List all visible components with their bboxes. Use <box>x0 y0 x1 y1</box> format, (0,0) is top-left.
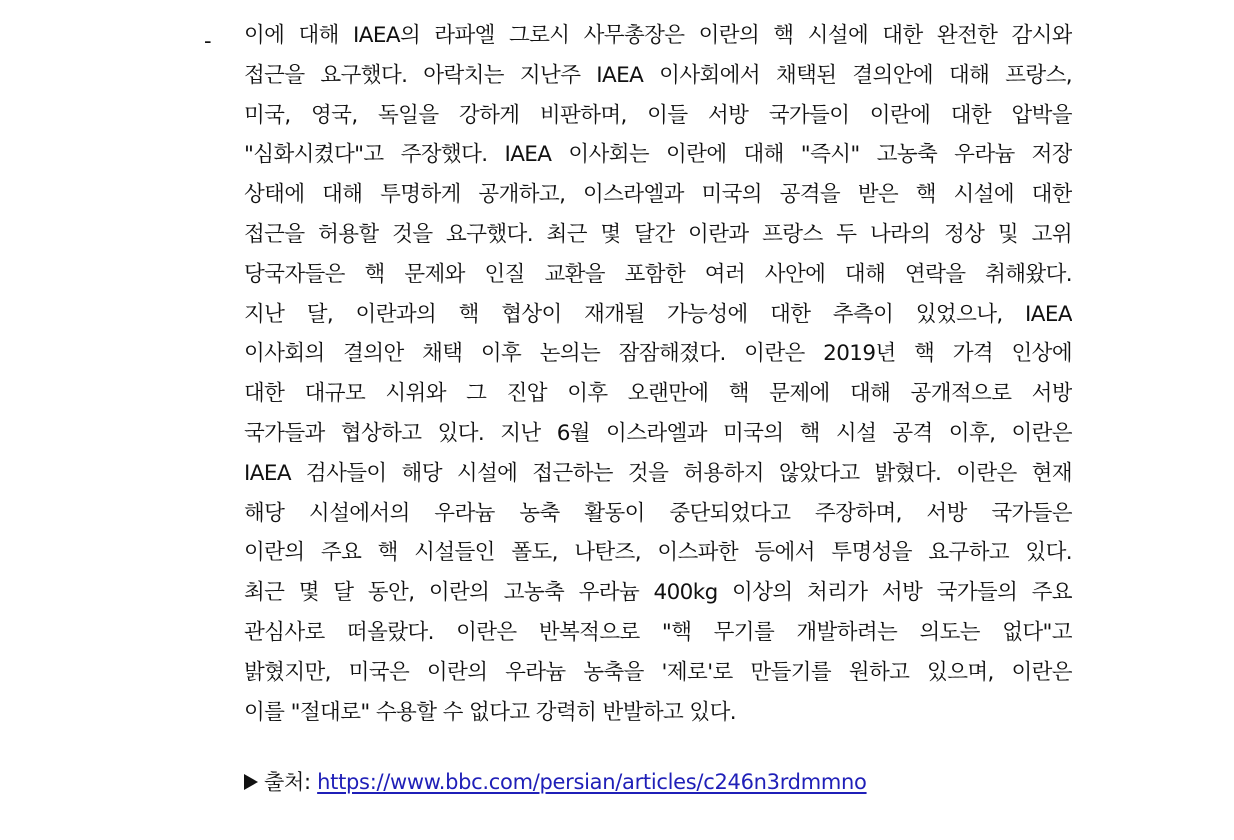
paragraph-line: IAEA 검사들이 해당 시설에 접근하는 것을 허용하지 않았다고 밝혔다. 이란은 현재 <box>244 460 1072 486</box>
source-line <box>244 762 867 802</box>
paragraph-line: 접근을 허용할 것을 요구했다. 최근 몇 달간 이란과 프랑스 두 나라의 정상 및 고위 <box>244 221 1072 247</box>
play-triangle-icon <box>244 774 258 790</box>
paragraph-line: 접근을 요구했다. 아락치는 지난주 IAEA 이사회에서 채택된 결의안에 대해 프랑스, <box>244 62 1072 88</box>
paragraph-line: 당국자들은 핵 문제와 인질 교환을 포함한 여러 사안에 대해 연락을 취해왔다. <box>244 261 1072 287</box>
source-label: 출처: <box>264 770 311 794</box>
source-link[interactable]: https://www.bbc.com/persian/articles/c246n3rdmmno <box>317 770 867 794</box>
paragraph-line: 이에 대해 IAEA의 라파엘 그로시 사무총장은 이란의 핵 시설에 대한 완전한 감시와 <box>244 23 1072 48</box>
paragraph-line: 대한 대규모 시위와 그 진압 이후 오랜만에 핵 문제에 대해 공개적으로 서방 <box>244 381 1072 407</box>
paragraph-line: 이사회의 결의안 채택 이후 논의는 잠잠해졌다. 이란은 2019년 핵 가격 인상에 <box>244 341 1072 367</box>
paragraph-line: 상태에 대해 투명하게 공개하고, 이스라엘과 미국의 공격을 받은 핵 시설에 대한 <box>244 182 1072 208</box>
paragraph-line: "심화시켰다"고 주장했다. IAEA 이사회는 이란에 대해 "즉시" 고농축 우라늄 저장 <box>244 142 1072 168</box>
paragraph-line: 해당 시설에서의 우라늄 농축 활동이 중단되었다고 주장하며, 서방 국가들은 <box>244 500 1072 526</box>
paragraph-line: 밝혔지만, 미국은 이란의 우라늄 농축을 '제로'로 만들기를 원하고 있으며, 이란은 <box>244 659 1072 685</box>
paragraph-line: 국가들과 협상하고 있다. 지난 6월 이스라엘과 미국의 핵 시설 공격 이후, 이란은 <box>244 420 1072 446</box>
paragraph-line: 지난 달, 이란과의 핵 협상이 재개될 가능성에 대한 추측이 있었으나, IAEA <box>244 301 1072 327</box>
paragraph-line: 이란의 주요 핵 시설들인 폴도, 나탄즈, 이스파한 등에서 투명성을 요구하고 있다. <box>244 540 1072 566</box>
article-paragraph <box>244 16 1072 732</box>
bullet-marker: - <box>204 29 212 53</box>
paragraph-line: 이를 "절대로" 수용할 수 없다고 강력히 반발하고 있다. <box>244 699 737 725</box>
paragraph-line: 미국, 영국, 독일을 강하게 비판하며, 이들 서방 국가들이 이란에 대한 압박을 <box>244 102 1072 128</box>
paragraph-line: 관심사로 떠올랐다. 이란은 반복적으로 "핵 무기를 개발하려는 의도는 없다"고 <box>244 619 1072 645</box>
paragraph-line: 최근 몇 달 동안, 이란의 고농축 우라늄 400kg 이상의 처리가 서방 국가들의 주요 <box>244 580 1072 606</box>
